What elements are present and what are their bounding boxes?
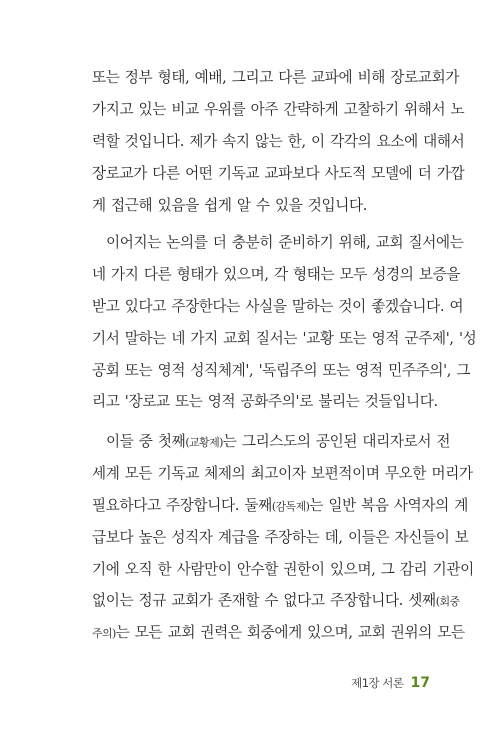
text-line: 네 가지 다른 형태가 있으며, 각 형태는 모두 성경의 보증을 — [92, 265, 461, 283]
text-line: 또는 정부 형태, 예배, 그리고 다른 교파에 비해 장로교회가 — [92, 69, 460, 86]
text-line: 기에 오직 한 사람만이 안수할 권한이 있으며, 그 감리 기관이 — [92, 560, 474, 578]
paragraph-3 — [92, 426, 474, 649]
page-footer — [351, 675, 430, 695]
text-line: 이어지는 논의를 더 충분히 준비하기 위해, 교회 질서에는 — [106, 234, 464, 251]
inline-note: (교황제) — [185, 436, 223, 449]
text-line: 리고 '장로교 또는 영적 공화주의'로 불리는 것들입니다. — [92, 393, 438, 411]
text-segment: 필요하다고 주장합니다. 둘째 — [92, 496, 272, 514]
text-segment: 는 일반 복음 사역자의 계 — [309, 496, 468, 514]
text-line: 급보다 높은 성직자 계급을 주장하는 데, 이들은 자신들이 보 — [92, 528, 469, 546]
text-line: 받고 있다고 주장한다는 사실을 말하는 것이 좋겠습니다. 여 — [92, 297, 464, 315]
text-line: 장로교가 다른 어떤 기독교 교파보다 사도적 모델에 더 가깝 — [92, 164, 465, 182]
chapter-label: 제1장 서론 — [351, 676, 404, 690]
paragraph-2 — [92, 227, 477, 418]
text-line: 공회 또는 영적 성직체계', '독립주의 또는 영적 민주주의', 그 — [92, 361, 471, 379]
text-segment: 는 그리스도의 공인된 대리자로서 전 — [222, 433, 451, 450]
text-line: 력할 것입니다. 제가 속지 않는 한, 이 각각의 요소에 대해서 — [92, 132, 465, 150]
inline-note: (감독제) — [271, 499, 310, 513]
text-line — [92, 490, 468, 522]
text-segment: 이들 중 첫째 — [106, 433, 186, 450]
page-number: 17 — [410, 675, 430, 691]
inline-note: (회중 — [435, 595, 460, 609]
text-line — [92, 617, 465, 649]
paragraph-1 — [92, 62, 465, 221]
text-line — [92, 426, 449, 458]
text-line: 게 접근해 있음을 쉽게 알 수 있을 것입니다. — [92, 196, 368, 214]
text-segment: 는 모든 교회 권력은 회중에게 있으며, 교회 권위의 모든 — [115, 624, 465, 642]
text-line: 가지고 있는 비교 우위를 아주 간략하게 고찰하기 위해서 노 — [92, 100, 465, 118]
text-line: 세계 모든 기독교 체제의 최고이자 보편적이며 무오한 머리가 — [92, 464, 473, 482]
inline-note: 주의) — [92, 627, 116, 641]
text-line — [92, 585, 460, 617]
text-line: 기서 말하는 네 가지 교회 질서는 '교황 또는 영적 군주제', '성 — [92, 329, 477, 347]
text-segment: 없이는 정규 교회가 존재할 수 없다고 주장합니다. 셋째 — [92, 592, 436, 610]
